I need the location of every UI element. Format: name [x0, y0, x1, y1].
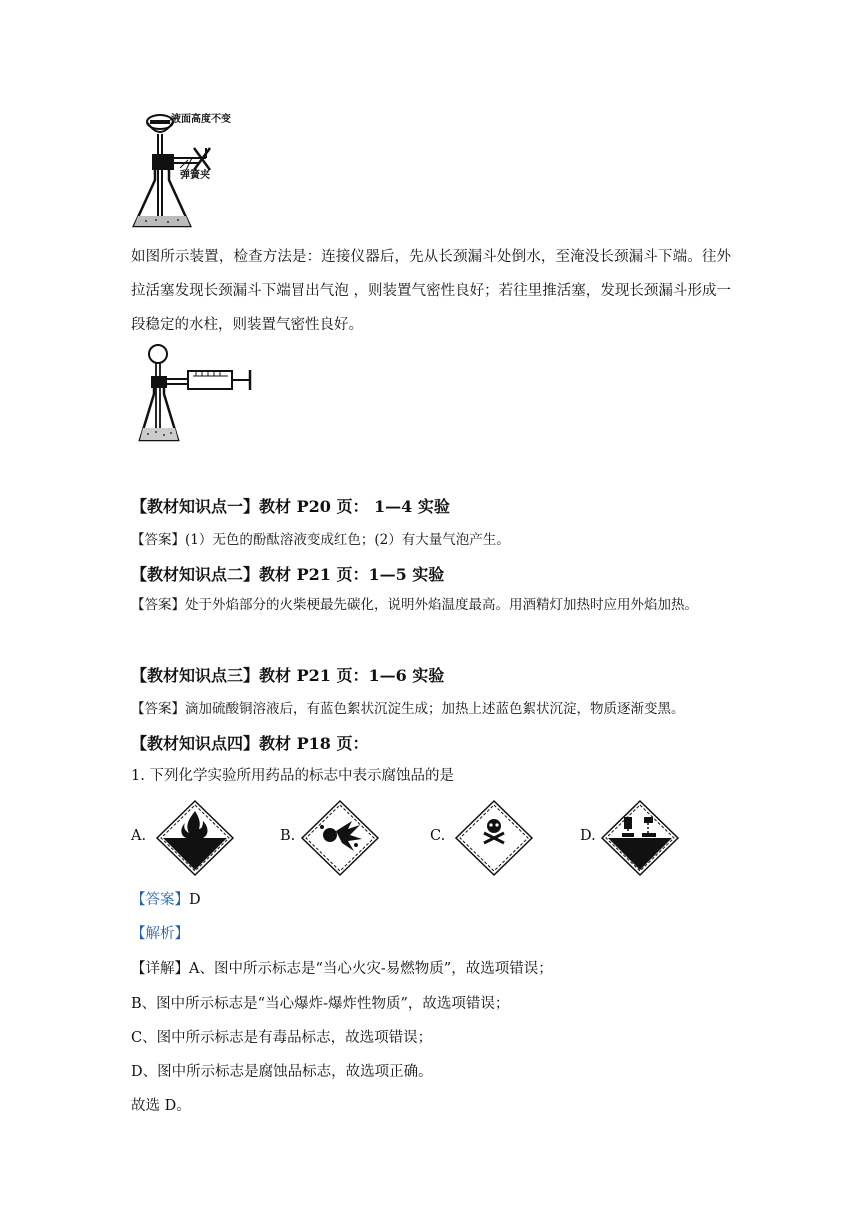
section-heading-2: 【教材知识点二】教材 P21 页：1—5 实验	[131, 565, 445, 584]
section-answer-2: 【答案】处于外焰部分的火柴梗最先碳化，说明外焰温度最高。用酒精灯加热时应用外焰加热。	[131, 597, 698, 613]
figure-flask-funnel-clamp	[128, 108, 258, 234]
syringe-diagram	[138, 342, 258, 446]
answer-line	[131, 888, 201, 909]
detail-line-5: 故选 D。	[131, 1098, 191, 1114]
label-spring-clamp: 弹簧夹	[180, 170, 210, 181]
option-d-label: D.	[580, 828, 596, 844]
flammable-icon	[155, 799, 235, 881]
detail-line-3: C、图中所示标志是有毒品标志，故选项错误；	[131, 1030, 433, 1046]
option-b-label: B.	[280, 828, 296, 844]
section-answer-3: 【答案】滴加硫酸铜溶液后，有蓝色絮状沉淀生成；加热上述蓝色絮状沉淀，物质逐渐变黑。	[131, 701, 685, 717]
answer-tag: 【答案】	[131, 892, 189, 908]
option-c-label: C.	[430, 828, 446, 844]
option-a-label: A.	[131, 828, 147, 844]
detail-line-1: 【详解】A、图中所示标志是“当心火灾-易燃物质”，故选项错误；	[131, 961, 553, 977]
section-answer-1: 【答案】(1）无色的酚酞溶液变成红色；(2）有大量气泡产生。	[131, 532, 510, 548]
question-text: 1. 下列化学实验所用药品的标志中表示腐蚀品的是	[131, 768, 454, 784]
figure-flask-syringe	[138, 342, 258, 446]
paragraph-check-method: 如图所示装置，检查方法是：连接仪器后，先从长颈漏斗处倒水，至淹没长颈漏斗下端。往外拉活塞发现长颈漏斗下端冒出气泡 ，则装置气密性良好；若往里推活塞，发现长颈漏斗形成一段稳定的水柱，则装置气密性良好。	[131, 249, 731, 333]
detail-line-4: D、图中所示标志是腐蚀品标志，故选项正确。	[131, 1064, 433, 1080]
corrosive-icon	[600, 799, 680, 881]
section-heading-1: 【教材知识点一】教材 P20 页： 1—4 实验	[131, 497, 450, 516]
section-heading-4: 【教材知识点四】教材 P18 页：	[131, 734, 369, 753]
section-heading-3: 【教材知识点三】教材 P21 页：1—6 实验	[131, 666, 445, 685]
explosive-icon	[300, 799, 380, 881]
toxic-icon	[454, 799, 534, 881]
label-liquid-level: 液面高度不变	[171, 114, 231, 125]
analysis-tag: 【解析】	[131, 926, 189, 942]
answer-value: D	[189, 892, 201, 908]
detail-line-2: B、图中所示标志是“当心爆炸-爆炸性物质”，故选项错误；	[131, 996, 510, 1012]
